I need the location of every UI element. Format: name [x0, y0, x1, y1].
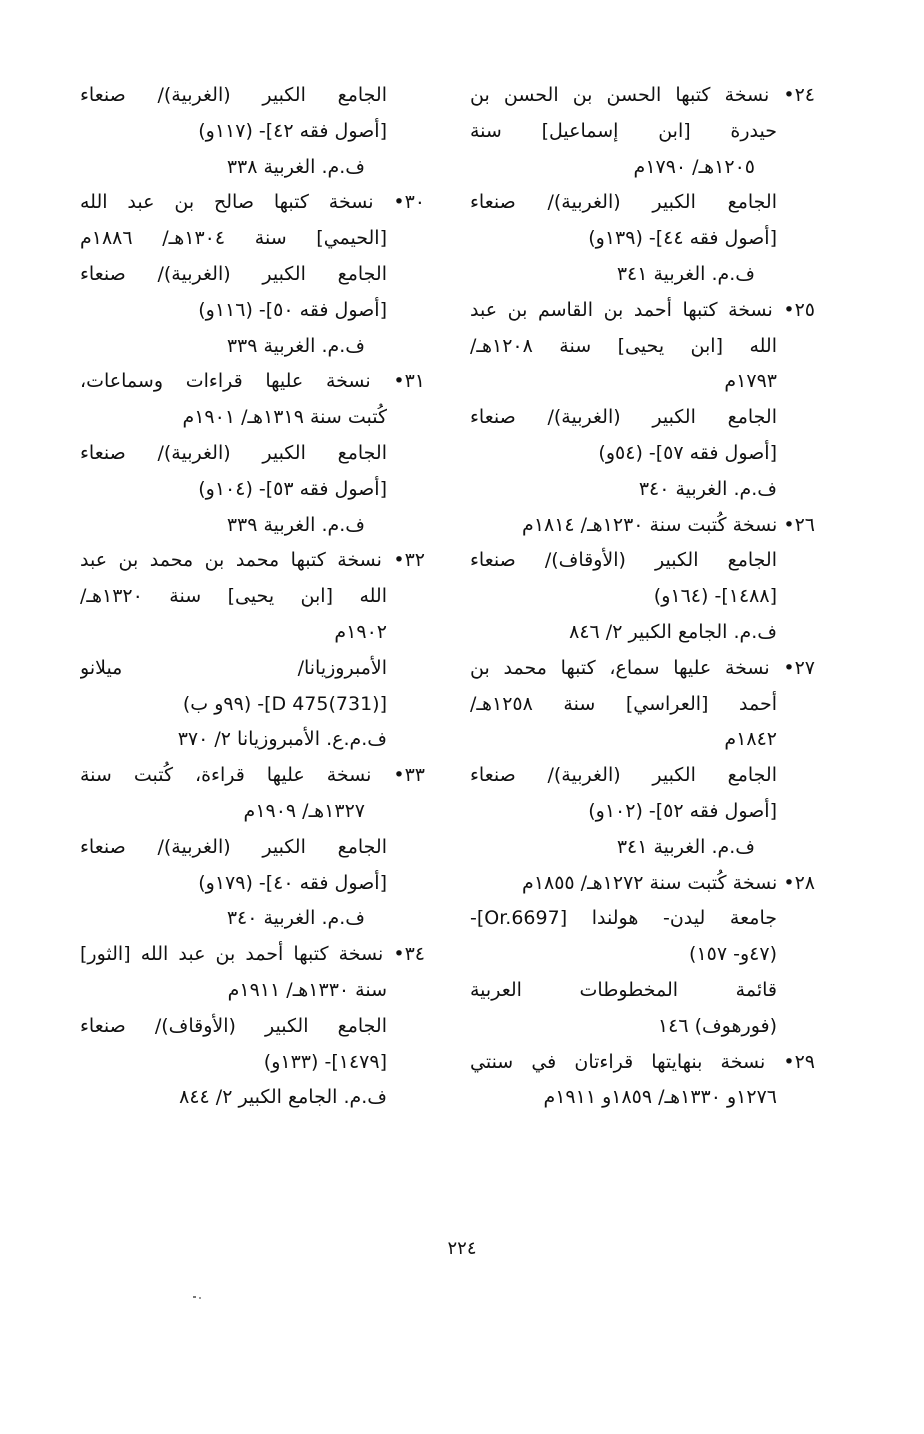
- entry-27-line-6: ف.م. الغربية ٣٤١: [616, 835, 755, 858]
- entry-31-line-1: ٣١• نسخة عليها قراءات وسماعات،: [80, 370, 425, 393]
- entry-24-line-3: ١٢٠٥هـ/ ١٧٩٠م: [633, 155, 755, 178]
- entry-27-line-3: ١٨٤٢م: [724, 728, 777, 751]
- entry-32-line-4: الأمبروزيانا/ ميلانو: [80, 656, 387, 679]
- entry-27-line-5: [أصول فقه ٥٢]- (١٠٢و): [588, 799, 777, 822]
- entry-32-line-3: ١٩٠٢م: [334, 620, 387, 643]
- entry-34-line-3: الجامع الكبير (الأوقاف)/ صنعاء: [80, 1014, 387, 1037]
- entry-25-line-5: [أصول فقه ٥٧]- (٥٤و): [598, 441, 777, 464]
- entry-31-line-5: ف.م. الغربية ٣٣٩: [226, 513, 365, 536]
- entry-32-line-5: [D 475(731)]- (٩٩و ب): [182, 692, 387, 715]
- entry-25-line-2: الله [ابن يحيى] سنة ١٢٠٨هـ/: [470, 334, 777, 357]
- entry-24-line-4: الجامع الكبير (الغربية)/ صنعاء: [470, 191, 777, 214]
- entry-30-line-4: [أصول فقه ٥٠]- (١١٦و): [198, 298, 387, 321]
- entry-24-line-6: ف.م. الغربية ٣٤١: [616, 262, 755, 285]
- entry-26-line-4: ف.م. الجامع الكبير ٢/ ٨٤٦: [569, 620, 777, 643]
- entry-34-line-4: [١٤٧٩]- (١٣٣و): [263, 1050, 387, 1073]
- entry-26-line-1: ٢٦• نسخة كُتبت سنة ١٢٣٠هـ/ ١٨١٤م: [522, 513, 815, 536]
- entry-30-line-3: الجامع الكبير (الغربية)/ صنعاء: [80, 262, 387, 285]
- entry-29-line-2: ١٢٧٦و ١٣٣٠هـ/ ١٨٥٩و ١٩١١م: [543, 1086, 777, 1109]
- entry-25-line-1: ٢٥• نسخة كتبها أحمد بن القاسم بن عبد: [470, 298, 815, 321]
- entry-30-line-1: ٣٠• نسخة كتبها صالح بن عبد الله: [80, 191, 425, 214]
- entry-28-line-2: جامعة ليدن- هولندا [Or.6697]-: [470, 907, 777, 930]
- entry-27-line-2: أحمد [العراسي] سنة ١٢٥٨هـ/: [470, 692, 777, 715]
- entry-33-line-3: الجامع الكبير (الغربية)/ صنعاء: [80, 835, 387, 858]
- right-column: [470, 78, 815, 1116]
- entry-30-line-2: [الحيمي] سنة ١٣٠٤هـ/ ١٨٨٦م: [80, 227, 387, 250]
- entry-28-line-5: (فورهوف) ١٤٦: [657, 1014, 777, 1037]
- entry-33-line-4: [أصول فقه ٤٠]- (١٧٩و): [198, 871, 387, 894]
- entry-33-line-1: ٣٣• نسخة عليها قراءة، كُتبت سنة: [80, 764, 425, 787]
- scan-speck: [193, 1296, 196, 1298]
- entry-33-line-2: ١٣٢٧هـ/ ١٩٠٩م: [243, 799, 365, 822]
- scan-speck: [199, 1297, 201, 1299]
- entry-29-line-1: ٢٩• نسخة بنهايتها قراءتان في سنتي: [470, 1050, 815, 1073]
- entry-24-line-5: [أصول فقه ٤٤]- (١٣٩و): [588, 227, 777, 250]
- entry-32-line-2: الله [ابن يحيى] سنة ١٣٢٠هـ/: [80, 585, 387, 608]
- entry-31-line-2: كُتبت سنة ١٣١٩هـ/ ١٩٠١م: [182, 406, 387, 429]
- entry-29-cont-line-2: [أصول فقه ٤٢]- (١١٧و): [198, 119, 387, 142]
- entry-26-line-2: الجامع الكبير (الأوقاف)/ صنعاء: [470, 549, 777, 572]
- entry-24-line-1: ٢٤• نسخة كتبها الحسن بن الحسن بن: [470, 84, 815, 106]
- entry-28-line-4: قائمة المخطوطات العربية: [470, 978, 777, 1001]
- entry-30-line-5: ف.م. الغربية ٣٣٩: [226, 334, 365, 357]
- entry-25-line-6: ف.م. الغربية ٣٤٠: [638, 477, 777, 500]
- entry-34-line-5: ف.م. الجامع الكبير ٢/ ٨٤٤: [179, 1086, 387, 1109]
- entry-24-line-2: حيدرة [ابن إسماعيل] سنة: [470, 119, 777, 142]
- entry-31-line-4: [أصول فقه ٥٣]- (١٠٤و): [198, 477, 387, 500]
- entry-31-line-3: الجامع الكبير (الغربية)/ صنعاء: [80, 441, 387, 464]
- entry-29-cont-line-3: ف.م. الغربية ٣٣٨: [226, 155, 365, 178]
- entry-27-line-1: ٢٧• نسخة عليها سماع، كتبها محمد بن: [470, 656, 815, 679]
- left-column: [80, 78, 425, 1116]
- entry-28-line-3: (٤٧و- ١٥٧): [689, 943, 777, 966]
- entry-27-line-4: الجامع الكبير (الغربية)/ صنعاء: [470, 764, 777, 787]
- entry-28-line-1: ٢٨• نسخة كُتبت سنة ١٢٧٢هـ/ ١٨٥٥م: [522, 871, 815, 894]
- entry-32-line-6: ف.م.ع. الأمبروزيانا ٢/ ٣٧٠: [177, 728, 387, 751]
- entry-29-cont-line-1: الجامع الكبير (الغربية)/ صنعاء: [80, 84, 387, 106]
- entry-26-line-3: [١٤٨٨]- (١٦٤و): [653, 585, 777, 608]
- entry-33-line-5: ف.م. الغربية ٣٤٠: [226, 907, 365, 930]
- entry-32-line-1: ٣٢• نسخة كتبها محمد بن محمد بن عبد: [80, 549, 425, 572]
- entry-25-line-3: ١٧٩٣م: [724, 370, 777, 393]
- entry-25-line-4: الجامع الكبير (الغربية)/ صنعاء: [470, 406, 777, 429]
- entry-34-line-1: ٣٤• نسخة كتبها أحمد بن عبد الله [الثور]: [80, 943, 425, 966]
- page-number: ٢٢٤: [447, 1238, 477, 1259]
- entry-34-line-2: سنة ١٣٣٠هـ/ ١٩١١م: [227, 978, 387, 1001]
